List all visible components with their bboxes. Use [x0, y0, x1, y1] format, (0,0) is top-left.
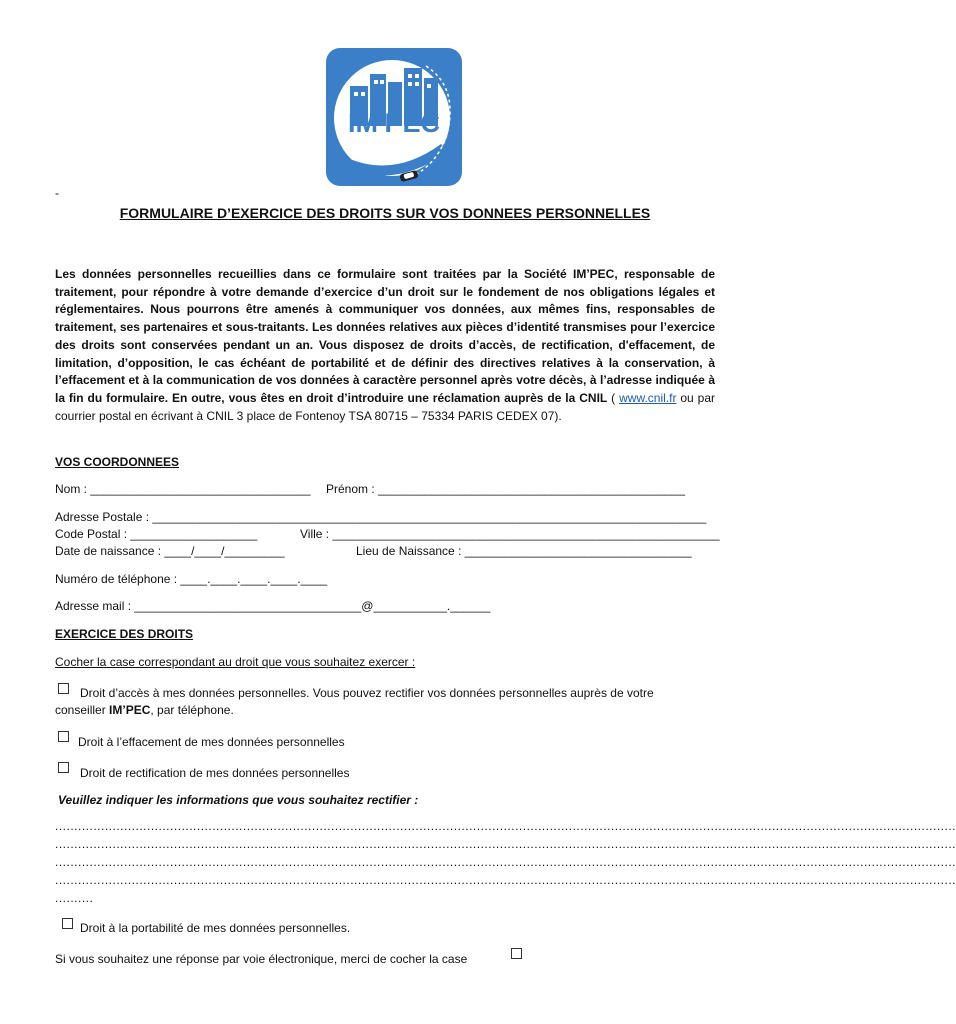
impec-logo — [326, 48, 462, 186]
intro-text: Les données personnelles recueillies dans ce formulaire sont traitées par la Société IM’PEC, responsable de traitement, pour répondre à votre demande d’exercice d’un droit sur le fondement de nos obligations légales et réglementaires. Nous pourrons être amenés à communiquer vos données, aux mêmes fins, responsables de traitement, ses partenaires et sous-traitants. Les données relatives aux pièces d’identité transmises pour l’exercice des droits sont conservées pendant un an. Vous disposez de droits d’accès, de rectification, d'effacement, de limitation, d’opposition, le cas échéant de portabilité et de définir des directives relatives à la conservation, à l’effacement et à la communication de vos données à caractère personnel après votre décès, à l’adresse indiquée à la fin du formulaire. En outre, vous êtes en droit d’introduire une réclamation auprès de la — [55, 267, 715, 405]
portabilite-label: Droit à la portabilité de mes données personnelles. — [80, 921, 351, 935]
rectification-line-2[interactable]: ........................................................................................................................................................................................................................................... — [55, 837, 956, 851]
checkbox-icon[interactable] — [62, 918, 73, 929]
checkbox-icon[interactable] — [511, 948, 522, 959]
effacement-checkbox[interactable] — [58, 731, 69, 746]
coords-heading: VOS COORDONNEES — [55, 455, 180, 469]
dash-mark: - — [55, 186, 59, 200]
acces-label-1: Droit d’accès à mes données personnelles. Vous pouvez rectifier vos données personnelles auprès de votre — [80, 686, 654, 700]
rights-heading: EXERCICE DES DROITS — [55, 627, 194, 641]
rectification-label: Droit de rectification de mes données personnelles — [80, 766, 350, 780]
nom-field[interactable]: Nom : _________________________________ — [55, 482, 311, 496]
ville-field[interactable]: Ville : __________________________________________________________ — [300, 527, 720, 541]
logo-text: IM'PEC — [348, 108, 440, 138]
rectification-line-1[interactable]: ........................................................................................................................................................................................................................................... — [55, 819, 956, 833]
rectification-line-end: .......... — [55, 891, 94, 905]
telephone-field[interactable]: Numéro de téléphone : ____.____.____.____.____ — [55, 572, 328, 586]
cnil-label: CNIL — [579, 390, 608, 405]
rectification-checkbox[interactable] — [58, 762, 69, 777]
acces-label-2c: , par téléphone. — [150, 703, 234, 717]
checkbox-icon[interactable] — [58, 683, 69, 694]
email-field[interactable]: Adresse mail : __________________________________@___________.______ — [55, 599, 491, 613]
acces-label-brand: IM’PEC — [109, 703, 151, 717]
adresse-field[interactable]: Adresse Postale : ___________________________________________________________________________________ — [55, 510, 707, 524]
rights-instruction: Cocher la case correspondant au droit que vous souhaitez exercer : — [55, 655, 416, 669]
rectification-prompt: Veuillez indiquer les informations que vous souhaitez rectifier : — [58, 793, 419, 807]
electronique-label: Si vous souhaitez une réponse par voie électronique, merci de cocher la case — [55, 952, 468, 966]
effacement-label: Droit à l’effacement de mes données personnelles — [78, 735, 345, 749]
lieu-naissance-field[interactable]: Lieu de Naissance : __________________________________ — [356, 544, 692, 558]
intro-paragraph — [55, 266, 715, 425]
naissance-field[interactable]: Date de naissance : ____/____/_________ — [55, 544, 285, 558]
intro-text-2a: ( — [607, 390, 620, 405]
acces-label-2 — [55, 703, 234, 717]
electronique-checkbox[interactable] — [511, 948, 522, 963]
cnil-link[interactable]: www.cnil.fr — [619, 390, 677, 405]
rectification-line-4[interactable]: ........................................................................................................................................................................................................................................... — [55, 873, 956, 887]
code-postal-field[interactable]: Code Postal : ___________________ — [55, 527, 258, 541]
checkbox-icon[interactable] — [58, 762, 69, 773]
intro-text-2b: ou par courrier postal en écrivant à CNIL 3 place de Fontenoy TSA 80715 – 75334 PARIS CEDEX 07). — [55, 390, 715, 423]
page-title: FORMULAIRE D’EXERCICE DES DROITS SUR VOS DONNEES PERSONNELLES — [119, 205, 651, 221]
checkbox-icon[interactable] — [58, 731, 69, 742]
rectification-line-3[interactable]: ........................................................................................................................................................................................................................................... — [55, 855, 956, 869]
portabilite-checkbox[interactable] — [62, 918, 73, 933]
prenom-field[interactable]: Prénom : ______________________________________________ — [326, 482, 686, 496]
acces-label-2a: conseiller — [55, 703, 110, 717]
acces-checkbox[interactable] — [58, 683, 69, 698]
